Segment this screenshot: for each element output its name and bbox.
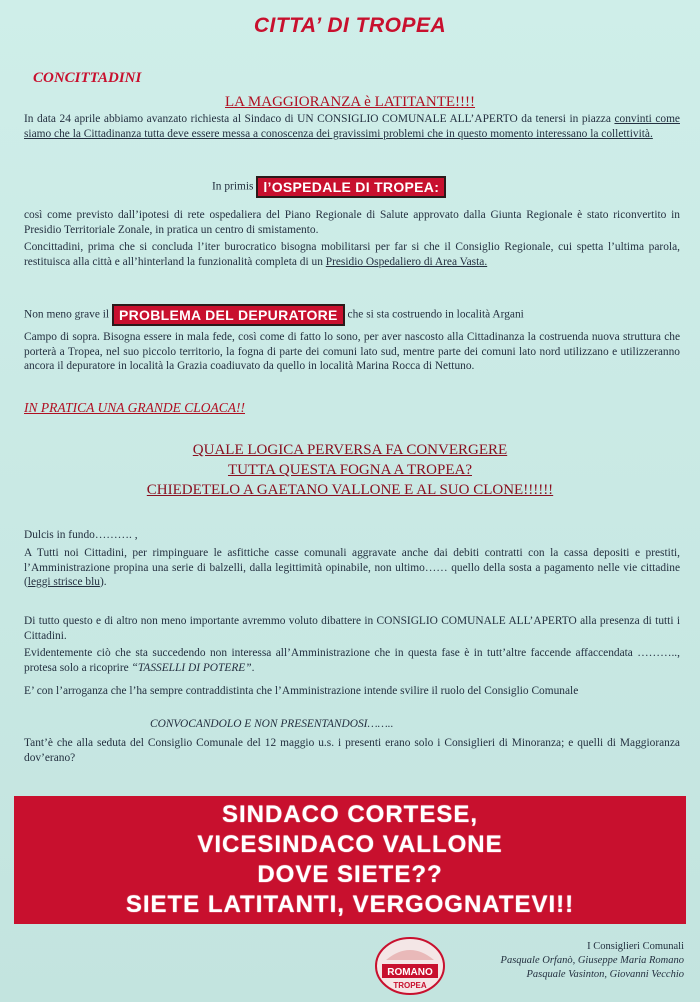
section2-heading xyxy=(212,176,446,198)
section4-paragraph xyxy=(24,546,680,590)
section5-text: Evidentemente ciò che sta succedendo non interessa all’Amministrazione che in questa fase è in tutt’altre faccende affaccendata ……….., protesa solo a ricoprire xyxy=(24,647,680,674)
section1-underlined: convinti come siamo che la Cittadinanza tutta deve essere messa a conoscenza dei gravissimi problemi che in questo momento interessano la collettività. xyxy=(24,113,680,140)
section4-text-end: ). xyxy=(99,576,107,589)
signature-names-1: Pasquale Orfanò, Giuseppe Maria Romano xyxy=(500,955,684,966)
greeting: CONCITTADINI xyxy=(33,70,142,86)
question-line-1: QUALE LOGICA PERVERSA FA CONVERGERE xyxy=(192,442,508,458)
section5-paragraph-2 xyxy=(24,646,680,675)
signature-names-2: Pasquale Vasinton, Giovanni Vecchio xyxy=(526,969,684,980)
signature-heading: I Consiglieri Comunali xyxy=(587,941,684,952)
purifier-label-box: PROBLEMA DEL DEPURATORE xyxy=(112,304,345,326)
question-line-2: TUTTA QUESTA FOGNA A TROPEA? xyxy=(227,462,472,478)
section4-text: A Tutti noi Cittadini, per rimpinguare le asfittiche casse comunali aggravate anche dai debiti contratti con la cassa depositi e prestiti, l’Amministrazione propina una serie di balzelli, dalla legittimità opinabile, non ultimo…… quello della sosta a pagamento nelle vie cittadine ( xyxy=(24,547,680,589)
section4-underlined: leggi strisce blu xyxy=(27,576,100,589)
section2-text: Concittadini, prima che si concluda l’iter burocratico bisogna mobilitarsi per far si che il Consiglio Regionale, cui spetta l’ultima parola, restituisca alla città e all’hinterland la funzionalità completa di un xyxy=(24,241,680,268)
question-line-3: CHIEDETELO A GAETANO VALLONE E AL SUO CLONE!!!!!! xyxy=(146,482,554,498)
banner-line-3: DOVE SIETE?? xyxy=(257,861,443,888)
section2-paragraph-b xyxy=(24,240,680,269)
signature-block xyxy=(501,940,684,982)
section5-paragraph-1: Di tutto questo e di altro non meno importante avremmo voluto dibattere in CONSIGLIO COMUNALE ALL’APERTO alla presenza di tutti i Cittadini. xyxy=(24,615,680,642)
section1-text: In data 24 aprile abbiamo avanzato richiesta al Sindaco di UN CONSIGLIO COMUNALE ALL’APERTO da tenersi in piazza xyxy=(24,113,615,125)
question-block xyxy=(0,440,700,500)
party-logo xyxy=(374,936,446,996)
section3-tail: che si sta costruendo in località Argani xyxy=(347,308,524,321)
section5-paragraph-4: Tant’è che alla seduta del Consiglio Comunale del 12 maggio u.s. i presenti erano solo i Consiglieri di Minoranza; e quelli di Maggioranza dov’erano? xyxy=(24,737,680,764)
section5-text-end: . xyxy=(251,661,255,674)
section2-lead: In primis xyxy=(212,180,254,193)
banner-line-4: SIETE LATITANTI, VERGOGNATEVI!! xyxy=(125,891,575,918)
section3-emphasis: IN PRATICA UNA GRANDE CLOACA!! xyxy=(24,400,245,415)
logo-top-text: ROMANO xyxy=(387,967,433,978)
hospital-label-box: l’OSPEDALE DI TROPEA: xyxy=(256,176,446,198)
banner-line-2: VICESINDACO VALLONE xyxy=(197,831,503,858)
section5-italic: “TASSELLI DI POTERE” xyxy=(131,661,252,674)
section5-convocando: CONVOCANDOLO E NON PRESENTANDOSI…….. xyxy=(150,718,394,730)
section1-subtitle: LA MAGGIORANZA è LATITANTE!!!! xyxy=(225,94,475,110)
section3-lead: Non meno grave il xyxy=(24,308,110,321)
section2-paragraph-a: così come previsto dall’ipotesi di rete ospedaliera del Piano Regionale di Salute approvato dalla Giunta Regionale è stato riconvertito in Presidio Territoriale Zonale, in pratica un centro di smistamento. xyxy=(24,209,680,236)
banner-line-1: SINDACO CORTESE, xyxy=(221,801,479,828)
section1-paragraph xyxy=(24,112,680,141)
section2-underlined: Presidio Ospedaliero di Area Vasta. xyxy=(325,255,488,268)
section5-paragraph-3: E’ con l’arroganza che l’ha sempre contraddistinta che l’Amministrazione intende svilire il ruolo del Consiglio Comunale xyxy=(24,685,579,697)
section3-heading xyxy=(24,304,524,326)
red-banner xyxy=(14,796,686,924)
section4-dulcis: Dulcis in fundo………. , xyxy=(24,529,138,541)
logo-bottom-text: TROPEA xyxy=(393,981,427,990)
page-title: CITTA’ DI TROPEA xyxy=(253,14,447,37)
section3-paragraph: Campo di sopra. Bisogna essere in mala fede, così come di fatto lo sono, per aver nascosto alla Cittadinanza la costruenda nuova struttura che porterà a Tropea, nel suo piccolo territorio, la fogna di parte dei comuni lato sud, mentre parte dei comuni lato nord utilizzano e utilizzeranno ancora il depuratore in località la Grazia coadiuvato da quello in località Marina Rocca di Nettuno. xyxy=(24,331,680,373)
